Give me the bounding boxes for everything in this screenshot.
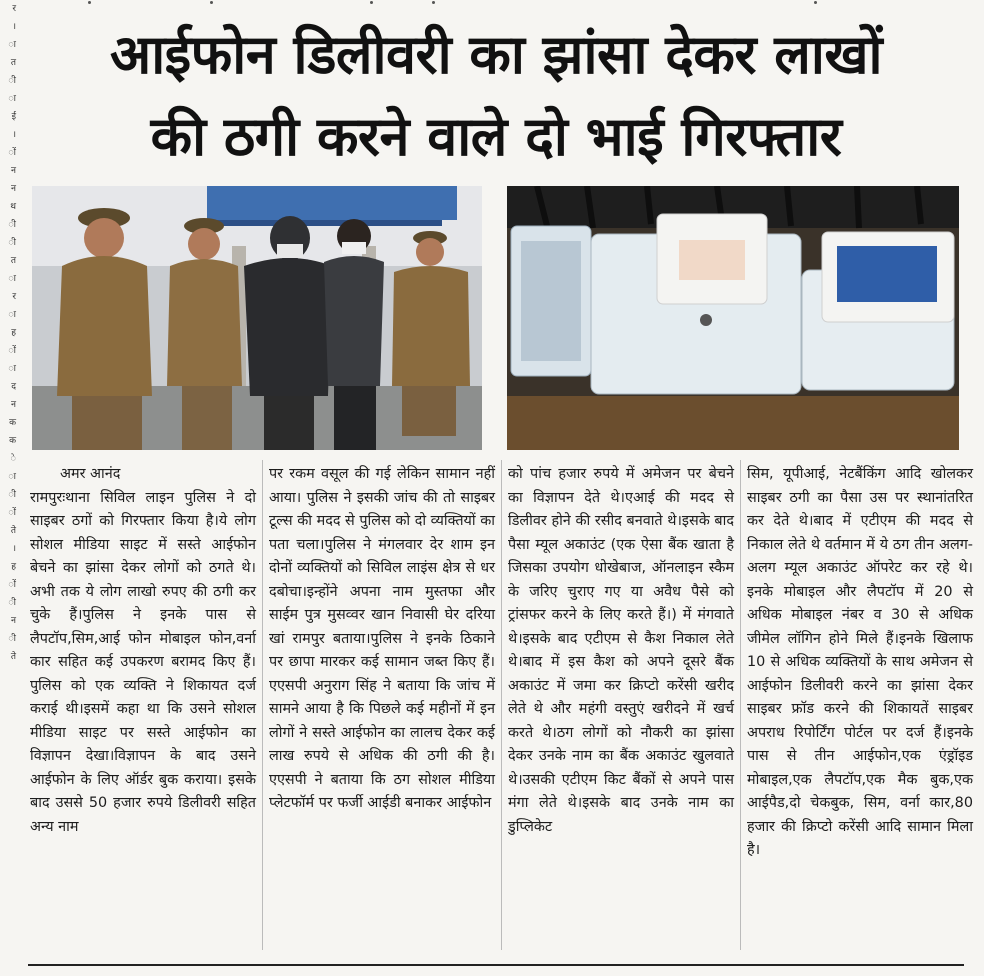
article-text-2: पर रकम वसूल की गई लेकिन सामान नहीं आया। पुलिस ने इसकी जांच की तो साइबर टूल्स की मदद से पुलिस को दो व्यक्तियों का पता चला।पुलिस ने मंगलवार देर शाम इन दोनों व्यक्तियों को सिविल लाइंस क्षेत्र से धर दबोचा।इन्होंने अपना नाम मुस्तफा और साईम पुत्र मुसव्वर खान निवासी घेर दरिया खां रामपुर बताया।पुलिस ने इनके ठिकाने पर छापा मारकर कई सामान जब्त किए हैं। एएसपी अनुराग सिंह ने बताया कि जांच में सामने आया है कि पिछले कई महीनों में इन लोगों ने सस्ते आईफोन का लालच देकर कई लाख रुपये से अधिक की ठगी की है।एएसपी ने बताया कि ठग सोशल मीडिया प्लेटफॉर्म पर फर्जी आईडी बनाकर आईफोन — [269, 466, 495, 811]
gutter-fragment: ी — [8, 76, 16, 86]
headline — [26, 14, 966, 178]
gutter-fragment: न — [11, 400, 16, 410]
gutter-fragment: ी — [8, 220, 16, 230]
gutter-fragment: न — [11, 184, 16, 194]
headline-line-1: आईफोन डिलीवरी का झांसा देकर लाखों — [109, 23, 883, 86]
article-column-2 — [269, 463, 495, 951]
gutter-fragment: क — [9, 436, 16, 446]
headline-line-2: की ठगी करने वाले दो भाई गिरफ्तार — [150, 105, 842, 168]
adjacent-column-fragment — [0, 0, 18, 930]
gutter-fragment: ों — [8, 346, 16, 356]
gutter-fragment: ह — [11, 562, 16, 572]
gutter-fragment: ी — [8, 490, 16, 500]
gutter-fragment: ी — [8, 634, 16, 644]
gutter-fragment: ा — [8, 94, 16, 104]
article-text-1: रामपुरःथाना सिविल लाइन पुलिस ने दो साइबर ठगों को गिरफ्तार किया है।ये लोग सोशल मीडिया साइट में सस्ते आईफोन बेचने का झांसा देकर लोगों को ठगते थे।अभी तक ये लोग लाखो रुपए की ठगी कर चुके हैं।पुलिस ने इनके पास से लैपटॉप,सिम,आई फोन मोबाइल फोन,वर्ना कार सहित कई उपकरण बरामद किए हैं। पुलिस को एक व्यक्ति ने शिकायत दर्ज कराई थी।इसमें कहा था कि उसने सोशल मीडिया साइट पर सस्ते आईफोन का विज्ञापन देखा।विज्ञापन के बाद उसने आईफोन के लिए ऑर्डर बुक कराया। इसके बाद उससे 50 हजार रुपये डिलीवरी सहित अन्य नाम — [30, 489, 256, 835]
gutter-fragment: त — [10, 58, 16, 68]
gutter-fragment: े — [10, 454, 16, 464]
gutter-fragment: द — [11, 382, 16, 392]
gutter-fragment: ई — [11, 112, 16, 122]
article-column-4 — [747, 463, 973, 951]
gutter-fragment: न — [11, 616, 16, 626]
arrest-photo — [32, 186, 482, 450]
gutter-fragment: ा — [8, 364, 16, 374]
article-column-1 — [30, 463, 256, 951]
gutter-fragment: ों — [8, 508, 16, 518]
police-arrest-photo-icon — [32, 186, 482, 450]
gutter-fragment: ा — [8, 274, 16, 284]
gutter-fragment: ों — [8, 148, 16, 158]
gutter-fragment: ा — [8, 40, 16, 50]
gutter-fragment: । — [12, 130, 16, 140]
article-text-4: सिम, यूपीआई, नेटबैंकिंग आदि खोलकर साइबर ठगी का पैसा उस पर स्थानांतरित कर देते थे।बाद में एटीएम की मदद से निकाल लेते थे वर्तमान में ये ठग तीन अलग-अलग म्यूल अकाउंट ऑपरेट कर रहे थे।इनके मोबाइल और लैपटॉप में 20 से अधिक मोबाइल नंबर व 30 से अधिक जीमेल लॉगिन होने मिले हैं।इनके खिलाफ 10 से अधिक व्यक्तियों के साथ अमेजन से आईफोन डिलीवरी करने का झांसा देकर साइबर फ्रॉड करने की शिकायतें साइबर अपराध रिपोर्टिंग पोर्टल पर दर्ज हैं।इनके पास से तीन आईफोन,एक एंड्रॉइड मोबाइल,एक लैपटॉप,एक मैक बुक,एक आईपैड,दो चेकबुक, सिम, वर्ना कार,80 हजार की क्रिप्टो करेंसी आदि सामान मिला है। — [747, 466, 973, 858]
gutter-fragment: ते — [10, 526, 16, 536]
top-edge-marks — [40, 0, 960, 6]
gutter-fragment: न — [11, 166, 16, 176]
byline: अमर आनंद — [60, 466, 121, 482]
gutter-fragment: ी — [8, 238, 16, 248]
gutter-fragment: । — [12, 544, 16, 554]
gutter-fragment: र — [12, 292, 16, 302]
seized-iphone-boxes-photo-icon — [507, 186, 959, 450]
gutter-fragment: क — [9, 418, 16, 428]
seized-items-photo — [507, 186, 959, 450]
gutter-fragment: ह — [11, 328, 16, 338]
gutter-fragment: ते — [10, 652, 16, 662]
gutter-fragment: र — [12, 4, 16, 14]
gutter-fragment: । — [12, 22, 16, 32]
gutter-fragment: ा — [8, 310, 16, 320]
article-text-3: को पांच हजार रुपये में अमेजन पर बेचने का विज्ञापन देते थे।एआई की मदद से डिलीवर होने की रसीद बनवाते थे।इसके बाद पैसा म्यूल अकाउंट (एक ऐसा बैंक खाता है जिसका उपयोग धोखेबाज, ऑनलाइन स्कैम के जरिए चुराए गए या अवैध पैसे को ट्रांसफर करने के लिए करते हैं।) में मंगवाते थे।इसके बाद एटीएम से कैश निकाल लेते थे।बाद में इस कैश को अपने दूसरे बैंक अकाउंट में जमा कर क्रिप्टो करेंसी खरीद लेते थे और महंगी वस्तुएं खरीदने में खर्च करते थे।ठग लोगों को नौकरी का झांसा देकर उनके नाम का बैंक अकाउंट खुलवाते थे।उसकी एटीएम किट बैंकों से अपने पास मंगा लेते थे।इसके बाद उनके नाम का डुप्लिकेट — [508, 466, 734, 835]
gutter-fragment: ों — [8, 580, 16, 590]
gutter-fragment: ा — [8, 472, 16, 482]
article-column-3 — [508, 463, 734, 951]
bottom-rule — [28, 964, 964, 966]
gutter-fragment: ी — [8, 598, 16, 608]
gutter-fragment: थ — [10, 202, 16, 212]
gutter-fragment: त — [10, 256, 16, 266]
